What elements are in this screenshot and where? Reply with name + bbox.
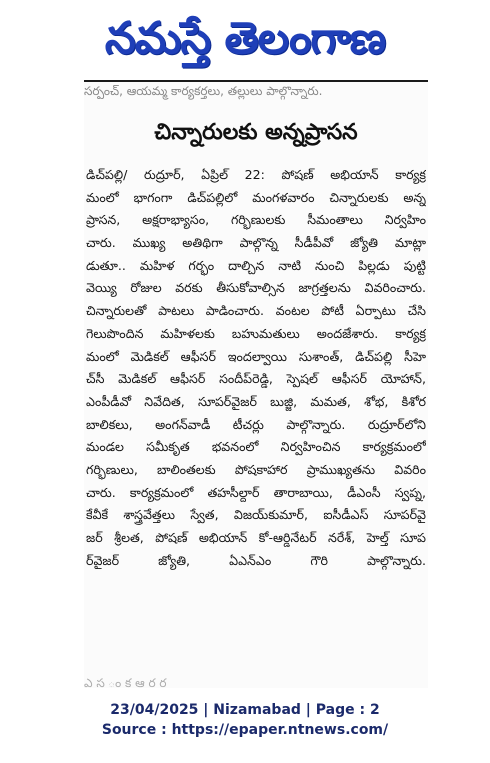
body-line: ప్రాసన, అక్షరాభ్యాసం, గర్భిణులకు సీమంతాలు నిర్వహిం <box>86 212 426 228</box>
source-link[interactable]: Source : https://epaper.ntnews.com/ <box>101 722 389 738</box>
body-line: జర్ శ్రీలత, పోషణ్ అభియాన్ కో-ఆర్డినేటర్ నరేశ్, హెల్త్ సూప <box>86 530 426 545</box>
body-line: వెయ్యి రోజుల వరకు తీసుకోవాల్సిన జాగ్రత్తలను వివరించారు. <box>86 280 426 296</box>
body-line: కేవీకే శాస్త్రవేత్తలు స్వేత, విజయ్‌కుమార్, ఐసీడీఎస్ సూపర్‌వై <box>86 507 426 523</box>
cut-line-top: సర్పంచ్, ఆయమ్మ కార్యకర్తలు, తల్లులు పాల్గొన్నారు. <box>84 84 323 98</box>
news-clipping <box>84 80 428 688</box>
body-line: చ్‌సీ మెడికల్ ఆఫీసర్ సందీప్‌రెడ్డి, స్పెషల్ ఆఫీసర్ యోహాన్, <box>86 371 426 387</box>
body-line: గెలుపొందిన మహిళలకు బహుమతులు అందజేశారు. కార్యక్ర <box>86 325 426 341</box>
body-line: చిన్నారులతో పాటలు పాడించారు. వంటల పోటీ ఏర్పాటు చేసి <box>86 303 426 319</box>
cut-line-bottom: ఎ స ం క ఆ ర ర <box>84 676 167 688</box>
body-line: మంలో భాగంగా డిచ్‌పల్లిలో మంగళవారం చిన్నారులకు అన్న <box>86 189 426 205</box>
body-line: ర్‌వైజర్ జ్యోతి, ఏఎన్‌ఎం గౌరి పాల్గొన్నారు. <box>86 552 426 568</box>
body-line: బాలికలు, అంగన్‌వాడీ టీచర్లు పాల్గొన్నారు. రుద్రూర్‌లోని <box>86 416 426 432</box>
edition-info: 23/04/2025 | Nizamabad | Page : 2 <box>110 702 380 718</box>
body-line: డిచ్‌పల్లి/ రుద్రూర్, ఏప్రిల్ 22: పోషణ్ అభియాన్ కార్యక్ర <box>86 167 426 182</box>
body-line: మండల సమీకృత భవనంలో నిర్వహించిన కార్యక్రమంలో <box>86 439 426 455</box>
body-line: గర్భిణులు, బాలింతలకు పోషకాహార ప్రాముఖ్యతను వివరిం <box>86 461 426 477</box>
body-line: చారు. కార్యక్రమంలో తహసీల్దార్ తారాబాయి, డీఎంసీ స్వప్న, <box>86 484 426 500</box>
body-line: డుతూ.. మహిళ గర్భం దాల్చిన నాటి నుంచి పిల్లడు పుట్టి <box>86 257 426 273</box>
page-footer <box>0 700 490 740</box>
article-headline: చిన్నారులకు అన్నప్రాసన <box>154 120 358 145</box>
body-line: చారు. ముఖ్య అతిథిగా పాల్గొన్న సీడీపీవో జ్యోతి మాట్లా <box>86 235 426 251</box>
body-line: ఎంపీడీవో నివేదిత, సూపర్‌వైజర్ బుజ్జి, మమత, శోభ, కిశోర <box>86 393 426 409</box>
clipping-top-border <box>84 80 428 82</box>
masthead <box>0 0 490 78</box>
body-line: మంలో మెడికల్ ఆఫీసర్ ఇందల్వాయి సుశాంత్, డిచ్‌పల్లి సీహె <box>86 348 426 364</box>
masthead-logo-text: నమస్తే తెలంగాణ <box>104 13 386 64</box>
article-body <box>86 164 426 572</box>
